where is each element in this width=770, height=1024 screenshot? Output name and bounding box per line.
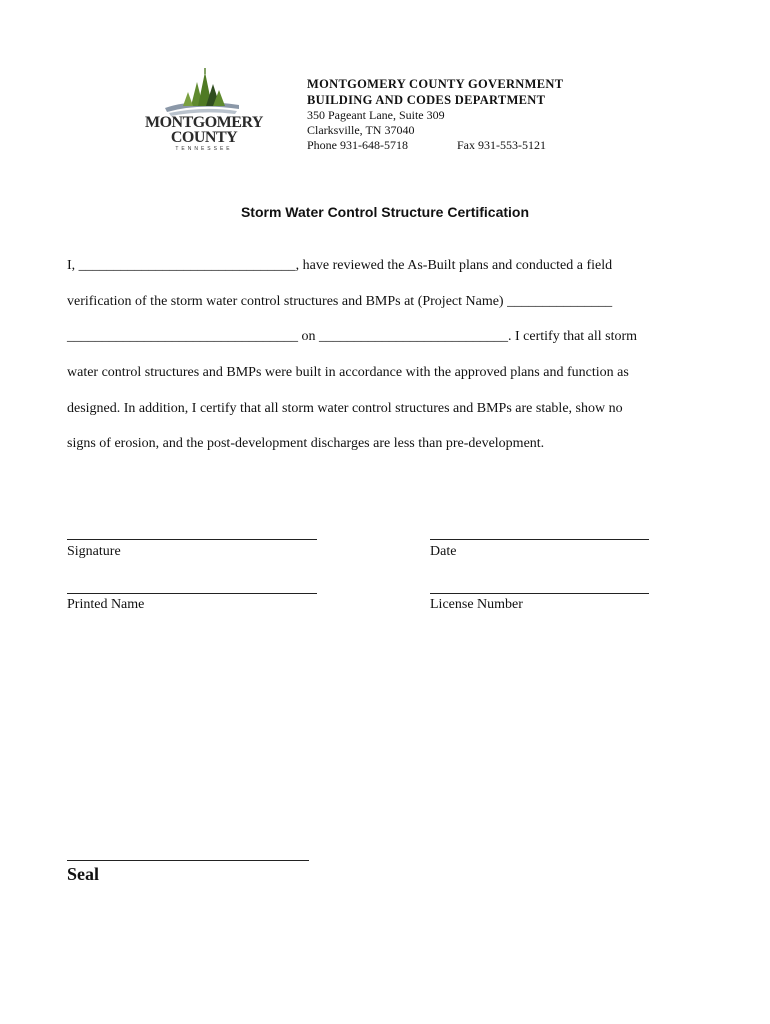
phone-number: Phone 931-648-5718 — [307, 138, 408, 152]
license-number-line[interactable] — [430, 593, 649, 594]
address-line2: Clarksville, TN 37040 — [307, 123, 415, 137]
signature-label: Signature — [67, 544, 121, 559]
body-line: water control structures and BMPs were built in accordance with the approved plans and function as — [67, 365, 629, 380]
body-line: _________________________________ on ___________________________. I certify that all storm — [67, 329, 638, 344]
org-name-line1: MONTGOMERY COUNTY GOVERNMENT — [307, 77, 564, 91]
body-line: designed. In addition, I certify that all storm water control structures and BMPs are stable, show no — [67, 401, 623, 416]
body-line: signs of erosion, and the post-development discharges are less than pre-development. — [67, 436, 545, 451]
date-label: Date — [430, 544, 457, 559]
county-logo — [143, 68, 265, 156]
county-logo-trees-icon — [143, 68, 265, 118]
address-line1: 350 Pageant Lane, Suite 309 — [307, 108, 445, 122]
printed-name-label: Printed Name — [67, 597, 145, 612]
org-name-line2: BUILDING AND CODES DEPARTMENT — [307, 93, 546, 107]
date-line[interactable] — [430, 539, 649, 540]
department-header — [307, 76, 567, 153]
logo-name-line1: MONTGOMERY — [145, 114, 263, 131]
printed-name-line[interactable] — [67, 593, 317, 594]
body-line: verification of the storm water control structures and BMPs at (Project Name) _______________ — [67, 294, 613, 309]
logo-name-line2: COUNTY — [170, 129, 238, 146]
license-number-label: License Number — [430, 597, 523, 612]
logo-state: TENNESSEE — [175, 146, 233, 152]
signature-line[interactable] — [67, 539, 317, 540]
body-line: I, _______________________________, have reviewed the As-Built plans and conducted a field — [67, 258, 613, 273]
seal-label: Seal — [67, 864, 100, 884]
fax-number: Fax 931-553-5121 — [457, 138, 546, 152]
contact-line — [307, 138, 567, 153]
seal-line[interactable] — [67, 860, 309, 861]
page-title: Storm Water Control Structure Certification — [240, 204, 530, 220]
